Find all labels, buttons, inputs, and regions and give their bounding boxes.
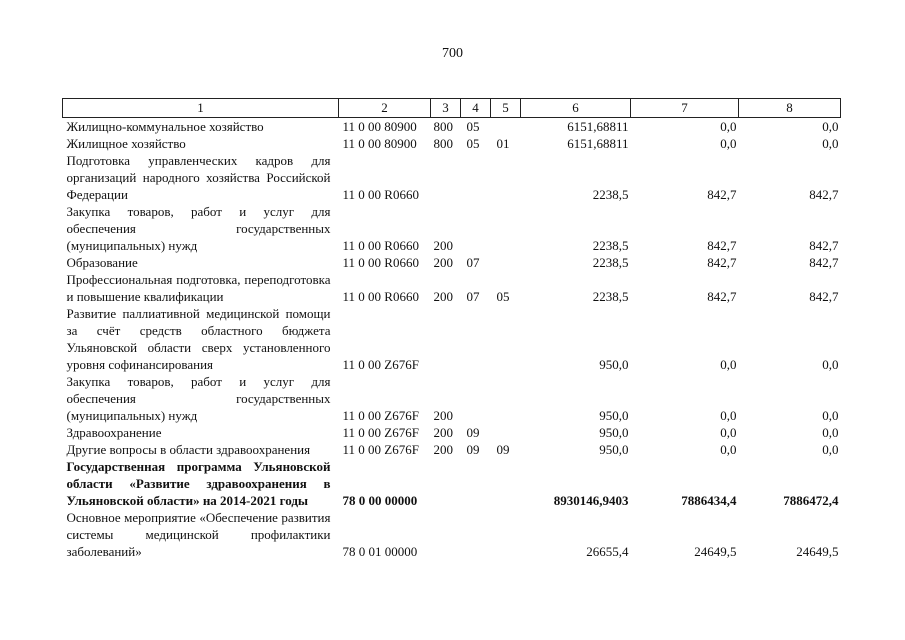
table-row [63, 271, 841, 305]
row-expense-type [431, 152, 461, 203]
table-row [63, 305, 841, 373]
row-value-8: 842,7 [809, 187, 839, 202]
row-code: 11 0 00 Z676F [342, 357, 419, 372]
row-value-8: 0,0 [822, 357, 839, 372]
row-code: 78 0 01 00000 [342, 544, 418, 559]
row-subsection [491, 458, 521, 509]
table-row [63, 118, 841, 136]
row-expense-type [431, 509, 461, 560]
table-body [63, 118, 841, 561]
row-expense-type: 200 [433, 425, 453, 440]
row-name: Жилищно-коммунальное хозяйство [66, 119, 264, 134]
row-name: Государственная программа Ульяновской области «Развитие здравоохранения в Ульяновской области» на 2014-2021 годы [66, 459, 331, 508]
row-expense-type [431, 305, 461, 373]
row-expense-type: 200 [433, 255, 453, 270]
row-value-8: 842,7 [809, 238, 839, 253]
row-value-7: 842,7 [707, 255, 737, 270]
row-code: 78 0 00 00000 [342, 493, 418, 508]
row-expense-type [431, 458, 461, 509]
row-name: Другие вопросы в области здравоохранения [66, 442, 311, 457]
column-header-3: 3 [431, 99, 461, 118]
row-value-6: 950,0 [599, 442, 629, 457]
table-row [63, 424, 841, 441]
row-section: 05 [466, 119, 480, 134]
row-value-7: 24649,5 [694, 544, 737, 559]
table-row [63, 373, 841, 424]
row-section: 07 [466, 255, 480, 270]
row-value-8: 0,0 [822, 119, 839, 134]
row-value-7: 0,0 [720, 119, 737, 134]
row-name: Развитие паллиативной медицинской помощи за счёт средств областного бюджета Ульяновской области сверх установленного уровня софинансирования [66, 306, 331, 372]
row-value-7: 0,0 [720, 408, 737, 423]
row-expense-type: 800 [433, 119, 453, 134]
table-row [63, 509, 841, 560]
page-number: 700 [442, 46, 463, 61]
row-code: 11 0 00 R0660 [342, 289, 419, 304]
row-code: 11 0 00 Z676F [342, 425, 419, 440]
column-header-8: 8 [739, 99, 841, 118]
row-subsection [491, 424, 521, 441]
row-section [461, 203, 491, 254]
row-expense-type: 200 [433, 442, 453, 457]
row-section [461, 373, 491, 424]
column-header-2: 2 [339, 99, 431, 118]
column-header-6: 6 [521, 99, 631, 118]
row-value-6: 950,0 [599, 425, 629, 440]
row-code: 11 0 00 80900 [342, 119, 417, 134]
row-value-6: 2238,5 [592, 289, 629, 304]
row-subsection [491, 373, 521, 424]
row-value-8: 0,0 [822, 425, 839, 440]
row-name: Профессиональная подготовка, переподготовка и повышение квалификации [66, 272, 331, 304]
row-section: 07 [466, 289, 480, 304]
row-value-6: 6151,68811 [567, 119, 629, 134]
table-row [63, 254, 841, 271]
row-section [461, 458, 491, 509]
row-name: Образование [66, 255, 138, 270]
row-code: 11 0 00 R0660 [342, 255, 419, 270]
row-code: 11 0 00 Z676F [342, 408, 419, 423]
row-expense-type: 200 [433, 289, 453, 304]
row-value-7: 0,0 [720, 442, 737, 457]
row-subsection: 01 [496, 136, 510, 151]
table-row [63, 152, 841, 203]
row-value-6: 8930146,9403 [553, 493, 629, 508]
table-row [63, 458, 841, 509]
row-section [461, 509, 491, 560]
row-subsection: 05 [496, 289, 510, 304]
row-value-8: 7886472,4 [783, 493, 839, 508]
row-name: Основное мероприятие «Обеспечение развития системы медицинской профилактики заболеваний» [66, 510, 331, 559]
row-value-8: 0,0 [822, 408, 839, 423]
row-value-7: 842,7 [707, 289, 737, 304]
column-header-4: 4 [461, 99, 491, 118]
row-value-8: 842,7 [809, 255, 839, 270]
row-name: Закупка товаров, работ и услуг для обеспечения государственных (муниципальных) нужд [66, 204, 331, 253]
table-row [63, 203, 841, 254]
row-code: 11 0 00 80900 [342, 136, 417, 151]
row-value-6: 950,0 [599, 408, 629, 423]
row-value-8: 0,0 [822, 442, 839, 457]
row-value-6: 2238,5 [592, 238, 629, 253]
row-subsection [491, 254, 521, 271]
column-header-1: 1 [63, 99, 339, 118]
header-row [63, 99, 841, 118]
column-header-7: 7 [631, 99, 739, 118]
row-value-8: 24649,5 [796, 544, 839, 559]
row-value-7: 0,0 [720, 425, 737, 440]
row-code: 11 0 00 R0660 [342, 187, 419, 202]
column-header-5: 5 [491, 99, 521, 118]
row-value-7: 842,7 [707, 187, 737, 202]
row-value-7: 0,0 [720, 357, 737, 372]
row-value-6: 2238,5 [592, 187, 629, 202]
row-code: 11 0 00 R0660 [342, 238, 419, 253]
budget-table [62, 98, 841, 560]
row-value-8: 0,0 [822, 136, 839, 151]
row-subsection [491, 152, 521, 203]
row-subsection [491, 305, 521, 373]
row-value-7: 7886434,4 [681, 493, 737, 508]
row-section [461, 152, 491, 203]
row-section: 09 [466, 425, 480, 440]
row-value-7: 842,7 [707, 238, 737, 253]
row-code: 11 0 00 Z676F [342, 442, 419, 457]
row-value-6: 26655,4 [586, 544, 629, 559]
row-value-6: 2238,5 [592, 255, 629, 270]
row-expense-type: 800 [433, 136, 453, 151]
row-subsection [491, 118, 521, 136]
row-name: Закупка товаров, работ и услуг для обеспечения государственных (муниципальных) нужд [66, 374, 331, 423]
table-row [63, 135, 841, 152]
row-expense-type: 200 [433, 408, 453, 423]
row-section: 05 [466, 136, 480, 151]
row-name: Здравоохранение [66, 425, 162, 440]
row-section: 09 [466, 442, 480, 457]
row-value-6: 950,0 [599, 357, 629, 372]
row-section [461, 305, 491, 373]
row-subsection: 09 [496, 442, 510, 457]
row-expense-type: 200 [433, 238, 453, 253]
row-value-8: 842,7 [809, 289, 839, 304]
table-row [63, 441, 841, 458]
row-name: Жилищное хозяйство [66, 136, 186, 151]
row-name: Подготовка управленческих кадров для организаций народного хозяйства Российской Федерации [66, 153, 331, 202]
row-value-6: 6151,68811 [567, 136, 629, 151]
row-value-7: 0,0 [720, 136, 737, 151]
row-subsection [491, 509, 521, 560]
row-subsection [491, 203, 521, 254]
